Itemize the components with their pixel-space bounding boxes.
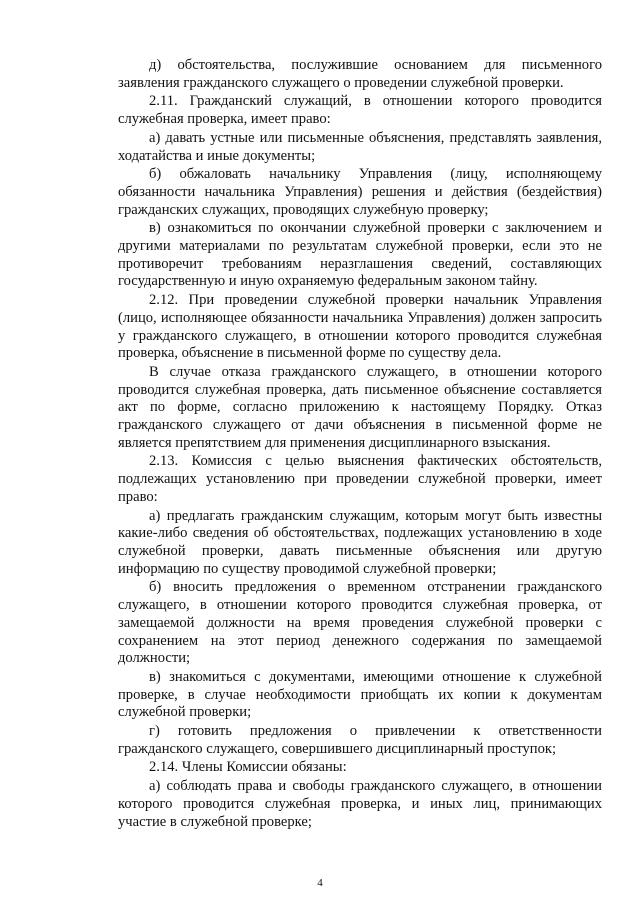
paragraph-2-13-b: б) вносить предложения о временном отстранении гражданского служащего, в отношении которого проводится служебная проверка, от замещаемой должности на время проведения служебной проверки с сохранением на этот период денежного содержания по замещаемой должности;	[118, 579, 602, 667]
paragraph-2-13: 2.13. Комиссия с целью выяснения фактических обстоятельств, подлежащих установлению при проведении служебной проверки, имеет право:	[118, 453, 602, 505]
paragraph-2-12-refusal: В случае отказа гражданского служащего, в отношении которого проводится служебная проверка, дать письменное объяснение составляется акт по форме, согласно приложению к настоящему Порядку. Отказ гражданского служащего от дачи объяснения в письменной форме не является препятствием для применения дисциплинарного взыскания.	[118, 363, 602, 451]
paragraph-2-11-b: б) обжаловать начальнику Управления (лицу, исполняющему обязанности начальника Управления) решения и действия (бездействия) гражданских служащих, проводящих служебную проверку;	[118, 166, 602, 218]
paragraph-2-13-v: в) знакомиться с документами, имеющими отношение к служебной проверке, в случае необходимости приобщать их копии к документам служебной проверки;	[118, 668, 602, 721]
paragraph-2-11: 2.11. Гражданский служащий, в отношении которого проводится служебная проверка, имеет право:	[118, 93, 602, 128]
document-body	[118, 57, 602, 831]
paragraph-2-11-v: в) ознакомиться по окончании служебной проверки с заключением и другими материалами по результатам служебной проверки, если это не противоречит требованиям неразглашения сведений, составляющих государственную и иную охраняемую федеральным законом тайну.	[118, 220, 602, 290]
paragraph-2-12: 2.12. При проведении служебной проверки начальник Управления (лицо, исполняющее обязанности начальника Управления) должен запросить у гражданского служащего, в отношении которого проводится служебная проверка, объяснение в письменной форме по существу дела.	[118, 292, 602, 362]
page-number: 4	[317, 877, 323, 889]
paragraph-2-13-g: г) готовить предложения о привлечении к ответственности гражданского служащего, совершившего дисциплинарный проступок;	[118, 723, 602, 757]
paragraph-2-11-a: а) давать устные или письменные объяснения, представлять заявления, ходатайства и иные документы;	[118, 129, 602, 164]
paragraph-2-14-a: а) соблюдать права и свободы гражданского служащего, в отношении которого проводится служебная проверка, и иных лиц, принимающих участие в служебной проверке;	[118, 778, 602, 830]
paragraph-2-13-a: а) предлагать гражданским служащим, которым могут быть известны какие-либо сведения об обстоятельствах, подлежащих установлению в ходе служебной проверки, давать письменные объяснения или другую информацию по существу проводимой служебной проверки;	[118, 507, 602, 577]
paragraph-2-14: 2.14. Члены Комиссии обязаны:	[149, 759, 347, 776]
paragraph-d-circumstances: д) обстоятельства, послужившие основанием для письменного заявления гражданского служащего о проведении служебной проверки.	[118, 57, 602, 91]
